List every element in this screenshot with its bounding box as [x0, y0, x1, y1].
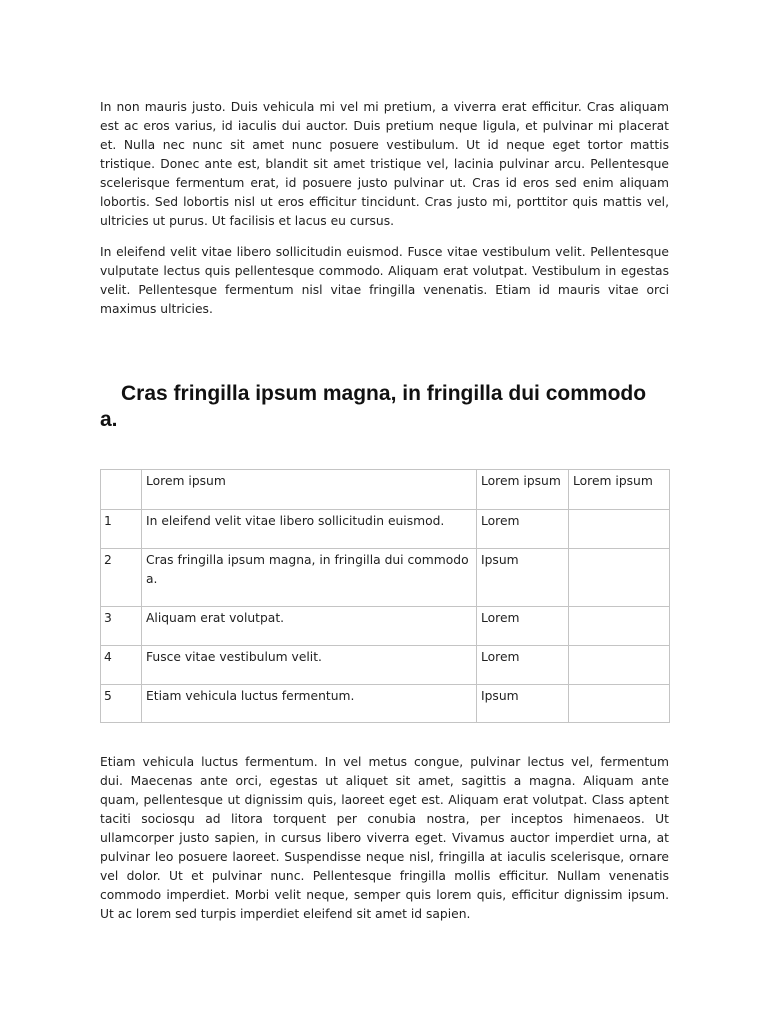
table-cell — [569, 607, 670, 646]
table-row — [101, 685, 670, 723]
paragraph-line: ullamcorper justo sapien, in cursus libero viverra eget. Vivamus auctor imperdiet urna, at — [100, 831, 669, 845]
paragraph-line: pulvinar leo posuere laoreet. Suspendisse neque nisl, fringilla at iaculis scelerisque, ornare — [100, 850, 669, 864]
paragraph-line: quam, pellentesque ut dignissim quis, laoreet eget est. Aliquam erat volutpat. Class aptent — [100, 793, 669, 807]
paragraph-line: et. Nulla nec nunc sit amet nunc posuere vestibulum. Ut id neque eget tortor mattis — [100, 138, 669, 152]
table-cell: Ipsum — [477, 685, 569, 723]
table-header-cell: Lorem ipsum — [477, 470, 569, 510]
table-cell: In eleifend velit vitae libero sollicitudin euismod. — [142, 510, 477, 549]
paragraph-line: vel dolor. Ut et pulvinar nunc. Pellentesque fringilla mollis efficitur. Nullam venenatis — [100, 869, 669, 883]
row-number-cell: 2 — [101, 549, 142, 607]
table-header-cell: Lorem ipsum — [142, 470, 477, 510]
paragraph-line: est ac eros varius, id iaculis dui auctor. Duis pretium neque ligula, et pulvinar mi placerat — [100, 119, 669, 133]
row-number-cell: 5 — [101, 685, 142, 723]
row-number-cell: 3 — [101, 607, 142, 646]
data-table — [100, 469, 670, 723]
heading-line: Cras fringilla ipsum magna, in fringilla dui commodo — [121, 382, 647, 405]
paragraph-line: scelerisque fermentum erat, id posuere justo pulvinar ut. Cras id eros sed enim aliquam — [100, 176, 669, 190]
body-paragraph — [100, 98, 669, 231]
paragraph-line: lobortis. Sed lobortis nisl ut eros efficitur tincidunt. Cras justo mi, porttitor quis mattis vel, — [100, 195, 669, 209]
paragraph-line: Ut ac lorem sed turpis imperdiet eleifend sit amet id sapien. — [100, 907, 471, 921]
paragraph-line: dui. Maecenas ante orci, egestas ut aliquet sit amet, sagittis a magna. Aliquam ante — [100, 774, 669, 788]
body-paragraph — [100, 753, 669, 924]
table-cell — [569, 685, 670, 723]
table-cell — [569, 549, 670, 607]
table-row — [101, 549, 670, 607]
table-cell: Aliquam erat volutpat. — [142, 607, 477, 646]
paragraph-line: In eleifend velit vitae libero sollicitudin euismod. Fusce vitae vestibulum velit. Pellentesque — [100, 245, 669, 259]
paragraph-line: tristique. Donec ante est, blandit sit amet tristique vel, lacinia pulvinar arcu. Pellentesque — [100, 157, 669, 171]
table-cell: Cras fringilla ipsum magna, in fringilla dui commodo a. — [142, 549, 477, 607]
row-number-cell: 1 — [101, 510, 142, 549]
paragraph-line: ultricies ut purus. Ut facilisis et lacus eu cursus. — [100, 214, 395, 228]
heading-line: a. — [100, 408, 118, 431]
section-heading — [100, 381, 669, 433]
table-row — [101, 646, 670, 685]
row-number-cell: 4 — [101, 646, 142, 685]
paragraph-line: taciti sociosqu ad litora torquent per conubia nostra, per inceptos himenaeos. Ut — [100, 812, 669, 826]
table-cell: Etiam vehicula luctus fermentum. — [142, 685, 477, 723]
body-paragraph — [100, 243, 669, 319]
table-cell: Lorem — [477, 510, 569, 549]
paragraph-line: In non mauris justo. Duis vehicula mi vel mi pretium, a viverra erat efficitur. Cras aliquam — [100, 100, 669, 114]
table-cell — [569, 646, 670, 685]
table-cell: Lorem — [477, 607, 569, 646]
table-header-row — [101, 470, 670, 510]
table-header-cell — [101, 470, 142, 510]
table-cell: Fusce vitae vestibulum velit. — [142, 646, 477, 685]
table-cell: Lorem — [477, 646, 569, 685]
table-cell: Ipsum — [477, 549, 569, 607]
paragraph-line: commodo imperdiet. Morbi velit neque, semper quis lorem quis, efficitur dignissim ipsum. — [100, 888, 669, 902]
paragraph-line: maximus ultricies. — [100, 302, 213, 316]
table-header-cell: Lorem ipsum — [569, 470, 670, 510]
paragraph-line: velit. Pellentesque fermentum nisl vitae fringilla venenatis. Etiam id mauris vitae orci — [100, 283, 669, 297]
paragraph-line: vulputate lectus quis pellentesque commodo. Aliquam erat volutpat. Vestibulum in egestas — [100, 264, 669, 278]
table-row — [101, 510, 670, 549]
paragraph-line: Etiam vehicula luctus fermentum. In vel metus congue, pulvinar lectus vel, fermentum — [100, 755, 669, 769]
table-row — [101, 607, 670, 646]
table-cell — [569, 510, 670, 549]
